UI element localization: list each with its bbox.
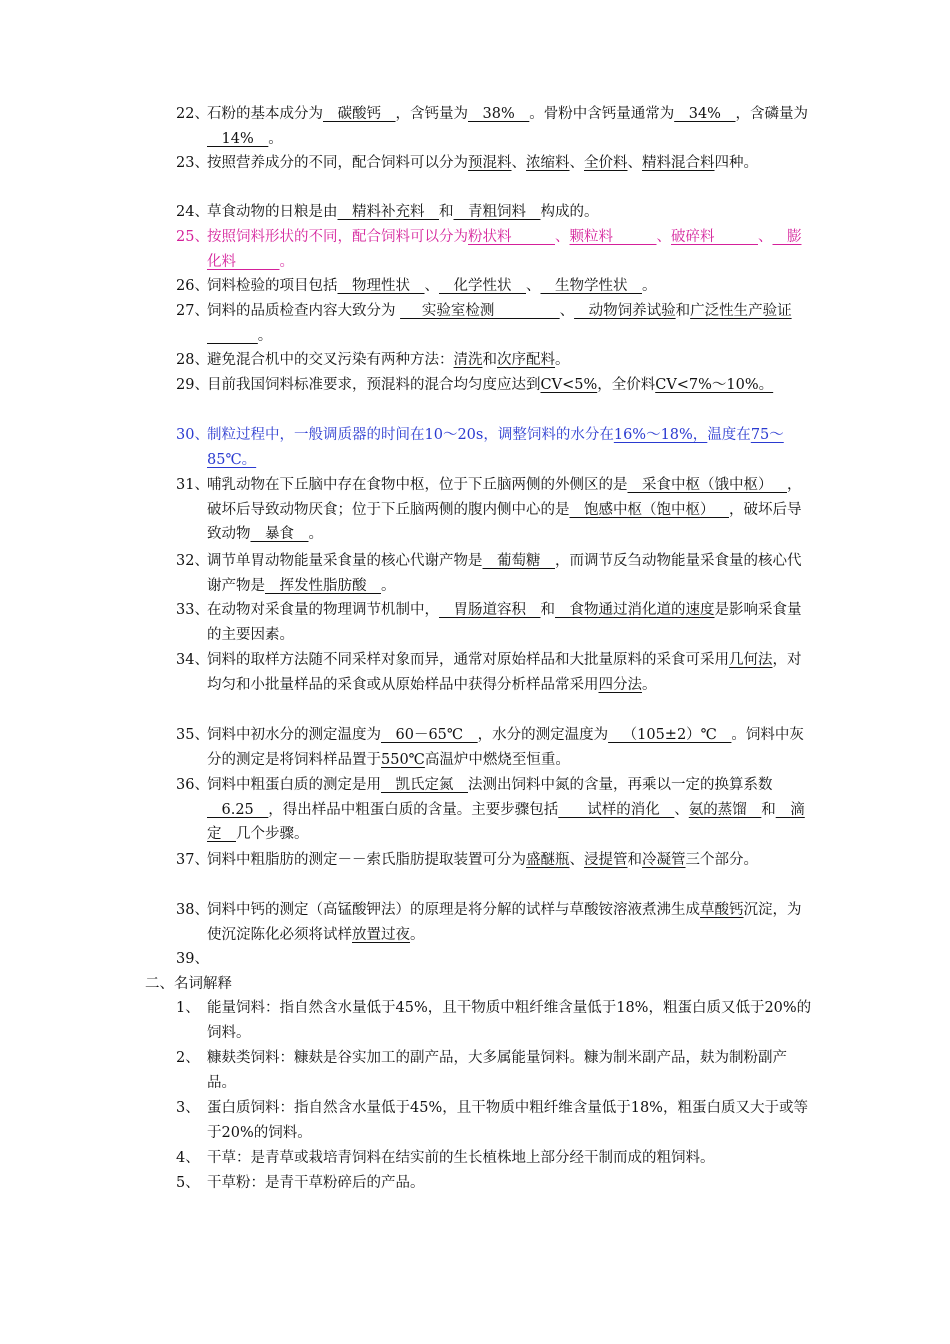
item-text-segment: 、 [424, 278, 439, 294]
item-22 [176, 102, 812, 151]
answer-blank: __饱感中枢（饱中枢）__ [569, 501, 729, 518]
answer-blank: 破碎料______ [671, 229, 758, 245]
item-number: 4、 [176, 1150, 200, 1166]
answer-blank: __60－65℃__ [381, 727, 478, 743]
item-number: 3、 [176, 1100, 200, 1116]
item-number: 26、 [176, 278, 209, 294]
answer-blank: 盛醚瓶 [526, 852, 570, 868]
answer-blank: 次序配料 [497, 352, 555, 368]
item-text-segment: 高温炉中燃烧至恒重。 [424, 751, 570, 768]
item-26 [176, 274, 812, 299]
item-25 [176, 225, 812, 274]
definition-text: 蛋白质饲料：指自然含水量低于45%，且干物质中粗纤维含量低于18%，粗蛋白质又大于或等于20%的饲料。 [207, 1100, 808, 1141]
item-text-segment: ，对均匀和小批量样品的采食或从原始样品中获得分析样品常采用 [207, 652, 802, 693]
item-text-segment: 。 [308, 526, 323, 543]
item-text-segment: 、 [656, 229, 671, 245]
item-28 [176, 348, 812, 373]
item-text [207, 848, 812, 873]
item-text [207, 102, 812, 151]
answer-blank: 颗粒料______ [569, 229, 657, 245]
item-text-segment: 按照营养成分的不同，配合饲料可以分为 [207, 155, 468, 171]
answer-blank: 清洗 [453, 352, 483, 368]
answer-blank: 16%～18%， [613, 427, 708, 443]
definition-5 [176, 1171, 812, 1196]
item-text-segment: ，破坏后导致动物厌食；位于下丘脑两侧的腹内侧中心的是 [207, 477, 802, 518]
item-text-segment: 和 [482, 352, 497, 368]
answer-blank: 预混料 [468, 155, 512, 171]
item-33 [176, 598, 812, 647]
item-text-segment: 、 [758, 229, 773, 245]
item-number: 5、 [176, 1175, 200, 1191]
item-24 [176, 200, 812, 225]
answer-blank: __挥发性脂肪酸__ [265, 577, 381, 594]
item-text-segment: 。 [410, 926, 425, 943]
item-number: 31、 [176, 477, 209, 493]
answer-blank: 精料混合料 [642, 155, 715, 171]
item-text-segment: ，破坏后导致动物 [207, 501, 802, 543]
item-text [207, 473, 812, 547]
answer-blank: 几何法 [729, 652, 773, 668]
item-text-segment: 、 [559, 303, 575, 319]
definition-1 [176, 996, 812, 1045]
item-38 [176, 898, 812, 947]
item-text-segment: 和 [627, 852, 642, 868]
item-number: 37、 [176, 852, 209, 868]
item-text-segment: 。 [555, 352, 570, 368]
item-36 [176, 773, 812, 847]
item-text-segment: 、 [569, 852, 584, 868]
item-text-segment: 和 [761, 801, 776, 818]
definition-2 [176, 1046, 812, 1095]
item-number: 32、 [176, 553, 209, 569]
answer-blank: __膨化料______ [207, 229, 802, 270]
item-text-segment: ，水分的测定温度为 [477, 727, 609, 743]
item-number: 39、 [176, 951, 209, 967]
answer-blank: __胃肠道容积__ [439, 602, 541, 618]
answer-blank: __6.25__ [207, 801, 269, 818]
item-text-segment: 。 [268, 130, 283, 147]
answer-blank: __葡萄糖__ [482, 553, 555, 569]
item-text-segment: 、 [674, 801, 689, 818]
item-text-segment: 几个步骤。 [236, 826, 309, 843]
answer-blank: 广泛性生产验证_______ [207, 303, 792, 344]
item-number: 30、 [176, 427, 209, 443]
item-text-segment: 。 [279, 253, 294, 270]
answer-blank: ____试样的消化__ [558, 801, 675, 818]
answer-blank: 草酸钙 [700, 902, 744, 918]
answer-blank: 全价料 [584, 155, 628, 171]
item-text-segment: 按照饲料形状的不同，配合饲料可以分为 [207, 229, 468, 245]
item-text-segment: 和 [675, 303, 691, 319]
section-title: 二、名词解释 [145, 976, 232, 992]
item-number: 36、 [176, 777, 209, 793]
answer-blank: __（105±2）℃__ [608, 727, 732, 743]
item-text-segment: ，全价料 [597, 377, 656, 393]
item-text [207, 348, 812, 373]
item-text-segment: 饲料中初水分的测定温度为 [207, 727, 381, 743]
item-text-segment: 饲料的品质检查内容大致分为 [207, 303, 401, 319]
item-text-segment: ，而调节反刍动物能量采食量的核心代谢产物是 [207, 553, 802, 594]
item-number: 23、 [176, 155, 209, 171]
item-text-segment: 、 [511, 155, 526, 171]
item-text-segment: 、 [555, 229, 570, 245]
definition-text: 干草粉：是青干草粉碎后的产品。 [207, 1175, 425, 1191]
item-text-segment: 。 [642, 676, 657, 693]
answer-blank: __暴食__ [250, 526, 309, 543]
answer-blank: __采食中枢（饿中枢）__ [627, 477, 787, 493]
item-text-segment: 。 [257, 327, 273, 344]
definition-3 [176, 1096, 812, 1145]
item-text-segment: 沉淀，为使沉淀陈化必须将试样 [207, 902, 802, 943]
item-text [207, 423, 812, 472]
definition-text: 能量饲料：指自然含水量低于45%，且干物质中粗纤维含量低于18%，粗蛋白质又低于20%的饲料。 [207, 1000, 812, 1041]
item-text-segment: 、 [627, 155, 642, 171]
answer-blank: __14%__ [207, 130, 269, 147]
answer-blank: 浓缩料 [526, 155, 570, 171]
item-text [207, 151, 812, 176]
answer-blank: __凯氏定氮__ [381, 777, 468, 793]
item-text-segment: 调节单胃动物能量采食量的核心代谢产物是 [207, 553, 483, 569]
item-number: 28、 [176, 352, 209, 368]
item-number: 2、 [176, 1050, 200, 1066]
answer-blank: __生物学性状__ [540, 278, 642, 294]
item-37 [176, 848, 812, 873]
item-text-segment: 、 [526, 278, 541, 294]
item-text-segment: ，含磷量为 [735, 106, 808, 122]
item-30 [176, 423, 812, 472]
item-text-segment: 目前我国饲料标准要求，预混料的混合均匀度应达到 [207, 377, 541, 393]
item-text-segment: 法测出饲料中氮的含量，再乘以一定的换算系数 [468, 777, 773, 793]
item-text-segment: 饲料的取样方法随不同采样对象而异，通常对原始样品和大批量原料的采食可采用 [207, 652, 729, 668]
item-text [207, 648, 812, 697]
item-number: 29、 [176, 377, 209, 393]
item-number: 33、 [176, 602, 209, 618]
item-23 [176, 151, 812, 176]
item-number: 35、 [176, 727, 209, 743]
item-27 [176, 299, 812, 348]
answer-blank: __青粗饲料__ [453, 204, 541, 220]
answer-blank: __精料补充料__ [337, 204, 439, 220]
item-text-segment: 三个部分。 [685, 852, 758, 868]
item-number: 25、 [176, 229, 209, 245]
answer-blank: ___实验室检测_________ [400, 303, 560, 319]
item-text-segment: 和 [540, 602, 555, 618]
item-32 [176, 549, 812, 598]
item-text-segment: 饲料中粗脂肪的测定－－索氏脂肪提取装置可分为 [207, 852, 526, 868]
answer-blank: __34%__ [674, 106, 736, 122]
item-number: 22、 [176, 106, 209, 122]
item-text-segment: 哺乳动物在下丘脑中存在食物中枢，位于下丘脑两侧的外侧区的是 [207, 477, 628, 493]
answer-blank: __物理性状__ [337, 278, 425, 294]
item-text [207, 898, 812, 947]
item-text-segment: 是影响采食量的主要因素。 [207, 602, 802, 643]
item-text-segment: 四种。 [714, 155, 758, 171]
item-number: 34、 [176, 652, 209, 668]
item-text [207, 373, 812, 398]
item-text-segment: 。骨粉中含钙量通常为 [529, 106, 675, 122]
item-text-segment: 。 [642, 278, 657, 294]
answer-blank: 粉状料______ [468, 229, 555, 245]
item-31 [176, 473, 812, 547]
answer-blank: __滴定__ [207, 801, 805, 843]
item-text-segment: 在动物对采食量的物理调节机制中， [207, 602, 439, 618]
item-text-segment: 饲料中粗蛋白质的测定是用 [207, 777, 381, 793]
item-29 [176, 373, 812, 398]
item-text [207, 274, 812, 299]
item-text-segment: 。饲料中灰分的测定是将饲料样品置于 [207, 727, 804, 768]
item-text-segment: 、 [569, 155, 584, 171]
answer-blank: CV<7%～10%。 [655, 377, 774, 393]
answer-blank: 浸提管 [584, 852, 628, 868]
item-number: 24、 [176, 204, 209, 220]
answer-blank: 冷凝管 [642, 852, 686, 868]
item-text-segment: ，含钙量为 [395, 106, 468, 122]
answer-blank: __食物通过消化道的速度 [555, 602, 715, 618]
answer-blank: 氨的蒸馏__ [688, 801, 762, 818]
definition-4 [176, 1146, 812, 1171]
item-text-segment: 温度在 [707, 427, 751, 443]
item-text-segment: 。 [381, 577, 396, 594]
answer-blank: __38%__ [468, 106, 530, 122]
item-text-segment: 和 [439, 204, 454, 220]
answer-blank: 75～85℃。 [207, 427, 784, 468]
item-text [207, 723, 812, 772]
item-text [207, 549, 812, 598]
item-text-segment: 饲料检验的项目包括 [207, 278, 338, 294]
item-number: 1、 [176, 1000, 200, 1016]
item-number: 38、 [176, 902, 209, 918]
definition-text: 糠麸类饲料：糠麸是谷实加工的副产品，大多属能量饲料。糠为制米副产品，麸为制粉副产品。 [207, 1050, 787, 1091]
item-text-segment: 制粒过程中，一般调质器的时间在10～20s，调整饲料的水分在 [207, 427, 614, 443]
item-text [207, 299, 812, 348]
item-35 [176, 723, 812, 772]
item-text [207, 200, 812, 225]
item-text-segment: ，得出样品中粗蛋白质的含量。主要步骤包括 [268, 801, 559, 818]
answer-blank: CV<5% [540, 377, 598, 393]
item-text-segment: 避免混合机中的交叉污染有两种方法： [207, 352, 454, 368]
item-text-segment: 构成的。 [540, 204, 599, 220]
answer-blank: __化学性状__ [439, 278, 526, 294]
item-text [207, 773, 812, 847]
answer-blank: 放置过夜 [352, 926, 410, 943]
item-text [207, 598, 812, 647]
item-34 [176, 648, 812, 697]
item-text-segment: 饲料中钙的测定（高锰酸钾法）的原理是将分解的试样与草酸铵溶液煮沸生成 [207, 902, 700, 918]
item-text-segment: 草食动物的日粮是由 [207, 204, 338, 220]
item-number: 27、 [176, 303, 209, 319]
item-text-segment: 石粉的基本成分为 [207, 106, 323, 122]
answer-blank: 550℃ [381, 751, 425, 768]
definition-text: 干草：是青草或栽培青饲料在结实前的生长植株地上部分经干制而成的粗饲料。 [207, 1150, 715, 1166]
item-text [207, 225, 812, 274]
answer-blank: 四分法 [598, 676, 642, 693]
answer-blank: __动物饲养试验 [574, 303, 676, 319]
answer-blank: __碳酸钙__ [323, 106, 396, 122]
